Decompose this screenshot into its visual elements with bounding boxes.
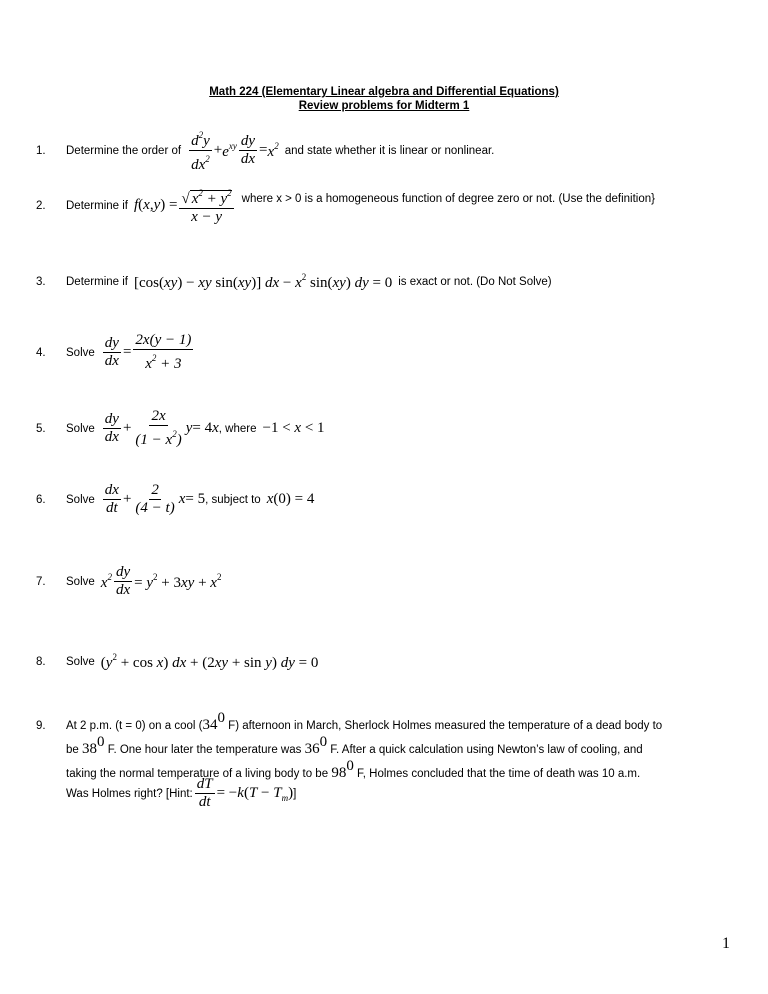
problem-7: 7. Solve $x^2$ $\frac{dy}{dx}$ = $y^2 + 3xy + x^2$ — [36, 564, 222, 598]
problem-text: Solve — [66, 575, 95, 588]
problem-text: is exact or not. (Do Not Solve) — [398, 276, 552, 288]
problem-8 — [36, 652, 318, 672]
problem-text: Solve — [66, 656, 95, 668]
math-expression: [cos(xy) − xy sin(xy)] dx − $x^2$ sin(xy) dy = 0 — [134, 272, 393, 291]
problem-text: Solve — [66, 422, 95, 435]
problem-text: Solve — [66, 493, 95, 506]
problem-3 — [36, 272, 552, 292]
problem-number: 2. — [36, 199, 46, 212]
problem-text: Determine the order of — [66, 144, 182, 157]
problem-4: 4. Solve $\frac{dy}{dx}$ = $\frac{2x(y - 1)}{x^2 + 3}$ — [36, 332, 192, 372]
problem-text: Was Holmes right? [Hint: — [66, 787, 193, 800]
temperature-value: 34 — [202, 717, 218, 733]
problem-text: F. One hour later the temperature was — [107, 744, 302, 756]
page-title: Math 224 (Elementary Linear algebra and Differential Equations) — [209, 86, 559, 98]
problem-text: Determine if — [66, 199, 128, 212]
problem-6: 6. Solve $\frac{dx}{dt}$ + $\frac{2}{(4 - t)}$ x = 5 , subject to x(0) = 4 — [36, 482, 315, 516]
math-expression: $(y^2 + \cos x)$ dx + (2xy + sin y) dy = 0 — [100, 652, 319, 671]
page-subtitle: Review problems for Midterm 1 — [298, 100, 470, 112]
problem-number: 4. — [36, 346, 46, 359]
problem-number: 5. — [36, 422, 46, 435]
math-expression: $\frac{dT}{dt}$ — [196, 776, 213, 810]
problem-number: 9. — [36, 720, 46, 732]
problem-text: At 2 p.m. (t = 0) on a cool ( — [66, 720, 203, 732]
math-expression: $\frac{dx}{dt}$ — [104, 482, 119, 516]
page-number: 1 — [722, 935, 730, 952]
problem-text: , where — [218, 422, 257, 435]
problem-1: 1. Determine the order of $\frac{d^2y}{dx^2}$ + $e^{xy}$ $\frac{dy}{dx}$ = $x^2$ and state whether it is linear or nonlinear. — [36, 127, 494, 174]
math-expression: $\frac{dy}{dx}$ — [104, 335, 119, 369]
problem-number: 7. — [36, 575, 46, 588]
problem-text: ] — [293, 787, 297, 800]
temperature-value: 38 — [82, 741, 97, 757]
math-expression: $\frac{√ x^2 + y^2}{x - y}$ — [179, 185, 233, 226]
problem-5: 5. Solve $\frac{dy}{dx}$ + $\frac{2x}{(1 - x^2)}$ y = 4 x , where −1 < x < 1 — [36, 408, 325, 448]
temperature-value: 98 — [331, 765, 347, 781]
problem-text: F, Holmes concluded that the time of death was 10 a.m. — [357, 768, 641, 780]
temperature-value: 36 — [304, 741, 320, 757]
problem-text: where x > 0 is a homogeneous function of degree zero or not. (Use the definition} — [241, 192, 655, 205]
math-expression: $\frac{dy}{dx}$ — [104, 411, 119, 445]
problem-number: 3. — [36, 276, 46, 288]
problem-text: taking the normal temperature of a living body to be — [66, 768, 329, 780]
problem-text: be — [66, 744, 79, 756]
problem-text: and state whether it is linear or nonlinear. — [284, 144, 495, 157]
problem-text: F. After a quick calculation using Newton’s law of cooling, and — [330, 744, 643, 756]
problem-number: 6. — [36, 493, 46, 506]
problem-number: 8. — [36, 656, 46, 668]
problem-text: , subject to — [205, 493, 261, 506]
problem-2: 2. Determine if f ( x , y ) = $\frac{√ x^2 + y^2}{x - y}$ where x > 0 is a homogeneous function of degree zero or not. (Use the definition} — [36, 185, 655, 226]
problem-text: Determine if — [66, 276, 128, 288]
problem-text: Solve — [66, 346, 95, 359]
problem-text: F) afternoon in March, Sherlock Holmes measured the temperature of a dead body to — [228, 720, 663, 732]
math-expression: $\frac{dy}{dx}$ — [115, 564, 131, 598]
math-expression: $\frac{d^2y}{dx^2}$ — [189, 127, 212, 174]
problem-number: 1. — [36, 144, 46, 157]
